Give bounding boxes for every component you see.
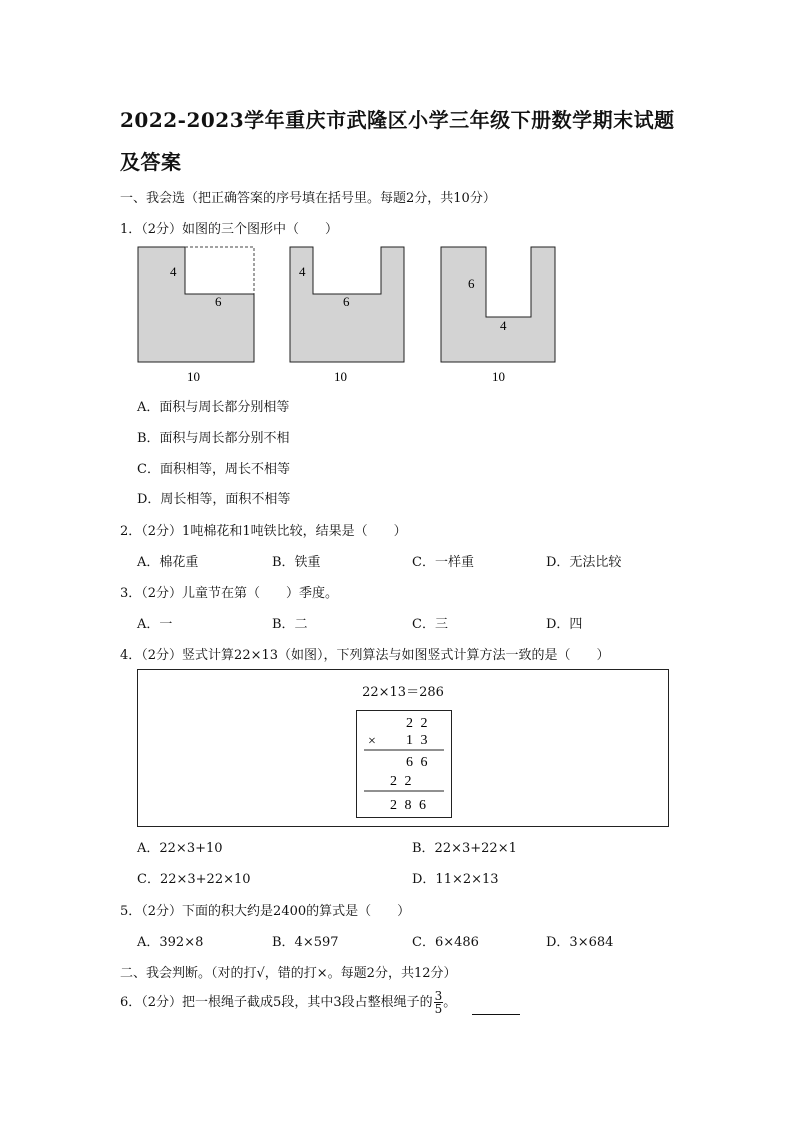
section2-heading: 二、我会判断。（对的打√，错的打×。每题2分，共12分） bbox=[120, 966, 457, 981]
q4-option-c[interactable]: C．22×3+22×10 bbox=[137, 872, 251, 887]
q3-option-b[interactable]: B．二 bbox=[272, 617, 308, 632]
q1-figures bbox=[0, 240, 793, 390]
figure-3-label-side: 6 bbox=[468, 276, 475, 291]
q6-fraction-numerator: 3 bbox=[434, 989, 443, 1003]
q4-option-d[interactable]: D．11×2×13 bbox=[412, 872, 499, 887]
q1-option-d[interactable]: D．周长相等，面积不相等 bbox=[137, 492, 291, 507]
figure-3-label-inner: 4 bbox=[500, 318, 507, 333]
q5-stem: 5．（2分）下面的积大约是2400的算式是（ ） bbox=[120, 904, 411, 919]
q2-stem: 2．（2分）1吨棉花和1吨铁比较，结果是（ ） bbox=[120, 524, 407, 539]
q6-line bbox=[120, 990, 520, 1015]
q1-option-a[interactable]: A．面积与周长都分别相等 bbox=[137, 400, 290, 415]
q5-option-a[interactable]: A．392×8 bbox=[137, 935, 204, 950]
figure-1-label-side: 4 bbox=[170, 264, 177, 279]
figure-1 bbox=[138, 247, 254, 384]
q6-fraction-denominator: 5 bbox=[434, 1002, 443, 1016]
vert-row4: 2 2 bbox=[390, 774, 414, 789]
q2-option-d[interactable]: D．无法比较 bbox=[546, 555, 622, 570]
q6-end: 。 bbox=[443, 995, 457, 1010]
figure-2 bbox=[290, 247, 404, 384]
figure-3 bbox=[441, 247, 555, 384]
vert-row1: 2 2 bbox=[406, 716, 430, 731]
q4-vertical-calculation bbox=[356, 710, 452, 818]
vert-row5: 2 8 6 bbox=[390, 798, 428, 813]
figure-2-label-inner: 6 bbox=[343, 294, 350, 309]
vert-row2: 1 3 bbox=[406, 733, 430, 748]
q3-option-a[interactable]: A．一 bbox=[137, 617, 173, 632]
q3-stem: 3．（2分）儿童节在第（ ）季度。 bbox=[120, 586, 339, 601]
q4-option-b[interactable]: B．22×3+22×1 bbox=[412, 841, 517, 856]
q2-option-b[interactable]: B．铁重 bbox=[272, 555, 321, 570]
q6-stem: 6．（2分）把一根绳子截成5段，其中3段占整根绳子的 bbox=[120, 995, 433, 1010]
figure-1-label-bottom: 10 bbox=[187, 369, 200, 384]
q2-option-c[interactable]: C．一样重 bbox=[412, 555, 474, 570]
q3-option-d[interactable]: D．四 bbox=[546, 617, 583, 632]
document-title-line1: 2022-2023学年重庆市武隆区小学三年级下册数学期末试题 bbox=[120, 108, 675, 132]
figure-1-label-inner: 6 bbox=[215, 294, 222, 309]
figure-2-label-bottom: 10 bbox=[334, 369, 347, 384]
q4-stem: 4．（2分）竖式计算22×13（如图），下列算法与如图竖式计算方法一致的是（ ） bbox=[120, 648, 610, 663]
q3-option-c[interactable]: C．三 bbox=[412, 617, 448, 632]
q1-stem: 1．（2分）如图的三个图形中（ ） bbox=[120, 222, 339, 237]
q4-option-a[interactable]: A．22×3+10 bbox=[137, 841, 223, 856]
q6-fraction bbox=[434, 990, 444, 1015]
document-title-line2: 及答案 bbox=[120, 150, 182, 174]
figure-2-label-side: 4 bbox=[299, 264, 306, 279]
q5-option-d[interactable]: D．3×684 bbox=[546, 935, 614, 950]
vert-sign: × bbox=[368, 734, 376, 749]
vert-row3: 6 6 bbox=[406, 755, 430, 770]
q1-option-c[interactable]: C．面积相等，周长不相等 bbox=[137, 462, 290, 477]
q2-option-a[interactable]: A．棉花重 bbox=[137, 555, 199, 570]
q4-figure-box bbox=[137, 669, 669, 827]
q6-answer-blank[interactable] bbox=[472, 1013, 520, 1015]
q5-option-c[interactable]: C．6×486 bbox=[412, 935, 479, 950]
section1-heading: 一、我会选（把正确答案的序号填在括号里。每题2分，共10分） bbox=[120, 191, 496, 206]
q1-option-b[interactable]: B．面积与周长都分别不相 bbox=[137, 431, 290, 446]
q4-equation: 22×13＝286 bbox=[362, 685, 444, 700]
q5-option-b[interactable]: B．4×597 bbox=[272, 935, 339, 950]
figure-3-label-bottom: 10 bbox=[492, 369, 505, 384]
